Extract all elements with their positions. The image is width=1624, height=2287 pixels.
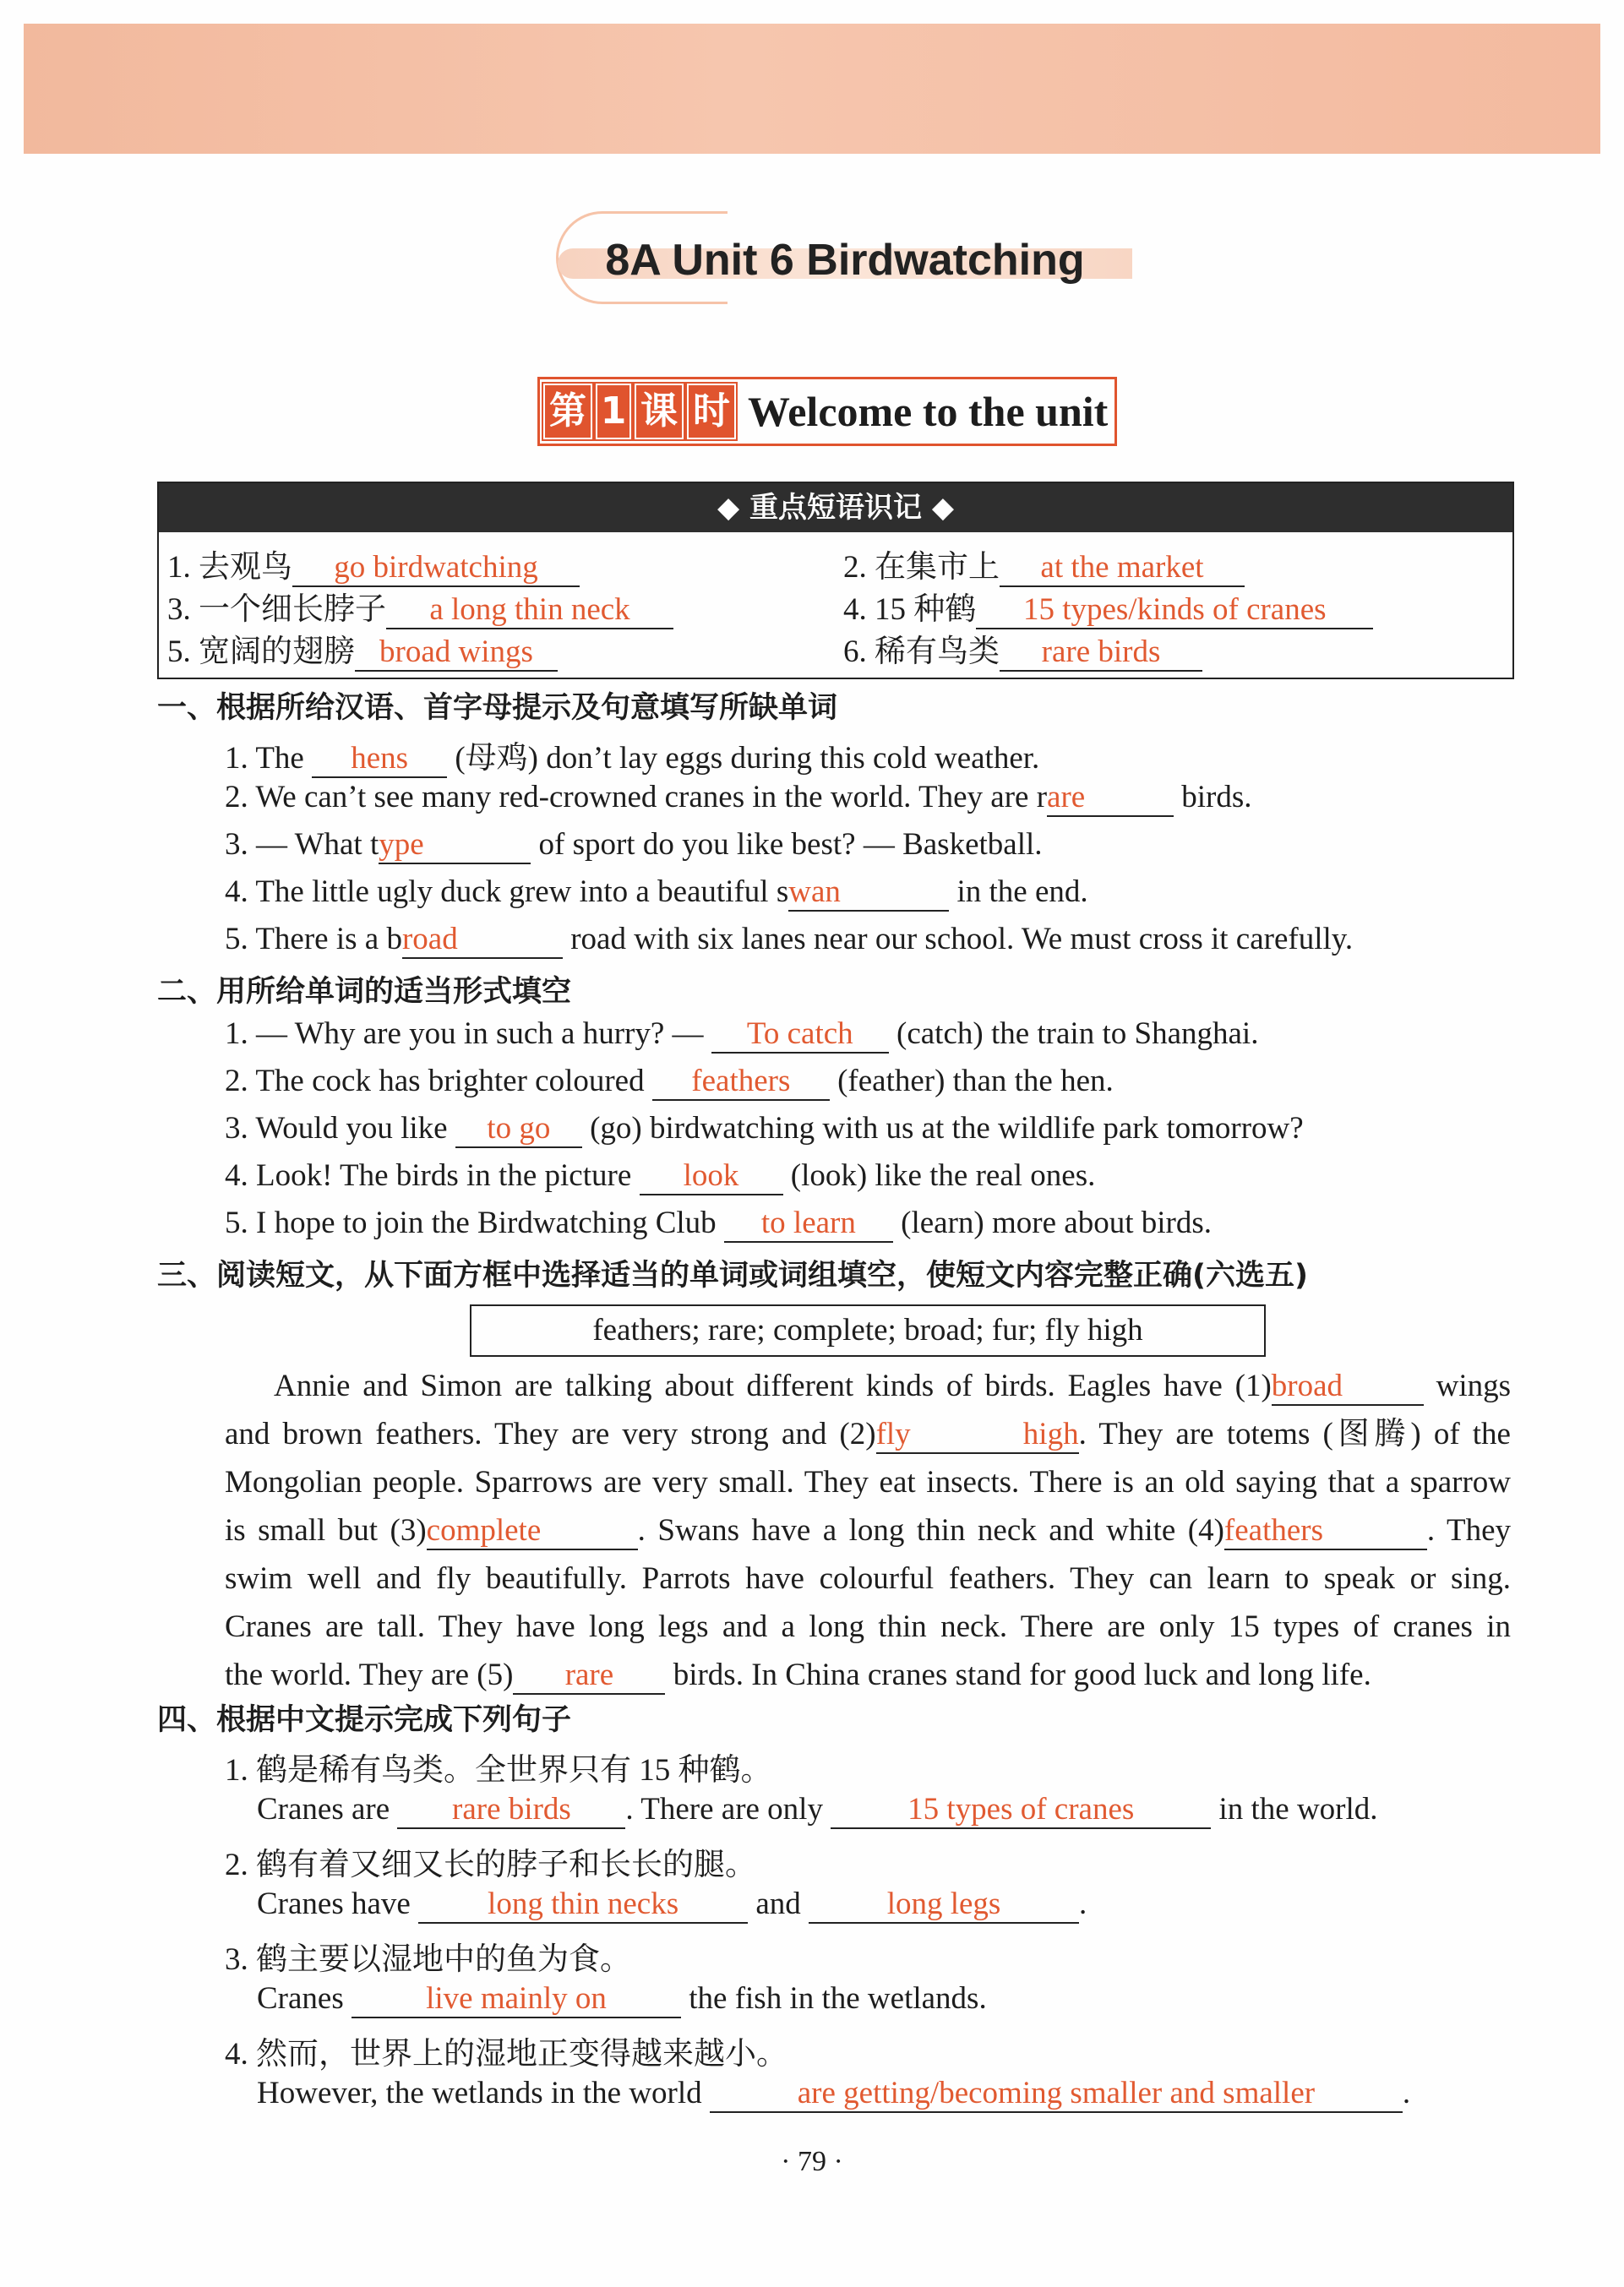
lesson-char-3: 课: [635, 384, 684, 439]
s4-q2-chinese: 2. 鹤有着又细又长的脖子和长长的腿。: [225, 1848, 756, 1882]
passage-line-1: Annie and Simon are talking about different kinds of birds. Eagles have (1)broad wings: [225, 1362, 1511, 1410]
passage-line-7: the world. They are (5) rare birds. In China cranes stand for good luck and long life.: [225, 1651, 1511, 1699]
answer: broad: [1272, 1369, 1424, 1406]
answer: long thin necks: [418, 1887, 748, 1924]
s2-q4: 4. Look! The birds in the picture look (look) like the real ones.: [225, 1157, 1095, 1195]
s4-q4: However, the wetlands in the world are getting/becoming smaller and smaller .: [257, 2075, 1410, 2113]
s1-q1: 1. The hens (母鸡) don’t lay eggs during this cold weather.: [225, 732, 1039, 778]
phrase-item: 6. 稀有鸟类 rare birds: [843, 625, 1202, 672]
s2-q2: 2. The cock has brighter coloured feathers (feather) than the hen.: [225, 1063, 1114, 1101]
unit-title: 8A Unit 6 Birdwatching: [605, 236, 1085, 285]
section-3-heading: 三、阅读短文，从下面方框中选择适当的单词或词组填空，使短文内容完整正确(六选五): [157, 1259, 1308, 1293]
lesson-char-4: 时: [687, 384, 736, 439]
s1-q4: 4. The little ugly duck grew into a beautiful swan in the end.: [225, 874, 1088, 912]
answer: to learn: [724, 1206, 893, 1243]
answer: rare birds: [397, 1793, 625, 1829]
lesson-title: Welcome to the unit: [748, 388, 1109, 435]
s4-q3-chinese: 3. 鹤主要以湿地中的鱼为食。: [225, 1942, 631, 1977]
answer: ype: [379, 828, 531, 864]
reading-passage: [225, 1362, 1511, 1699]
passage-line-4: is small but (3)complete . Swans have a long thin neck and white (4)feathers . They: [225, 1506, 1511, 1555]
section-1-heading: 一、根据所给汉语、首字母提示及句意填写所缺单词: [157, 691, 838, 725]
answer: rare birds: [1000, 635, 1202, 672]
answer: go birdwatching: [292, 551, 580, 587]
answer: live mainly on: [352, 1982, 681, 2018]
s4-q4-chinese: 4. 然而，世界上的湿地正变得越来越小。: [225, 2037, 787, 2072]
s1-q3: 3. — What type of sport do you like best? — Basketball.: [225, 826, 1043, 864]
answer: to go: [455, 1112, 582, 1148]
answer: road: [402, 923, 563, 959]
s1-q5: 5. There is a broad road with six lanes near our school. We must cross it carefully.: [225, 921, 1353, 959]
section-4-heading: 四、根据中文提示完成下列句子: [157, 1703, 572, 1737]
section-2-heading: 二、用所给单词的适当形式填空: [157, 975, 572, 1009]
answer: hens: [312, 742, 447, 778]
passage-line-2: and brown feathers. They are very strong and (2)fly high. They are totems (图腾) of the: [225, 1410, 1511, 1458]
answer: at the market: [1000, 551, 1245, 587]
lesson-char-1: 第: [543, 384, 592, 439]
answer: broad wings: [355, 635, 558, 672]
answer: 15 types/kinds of cranes: [976, 593, 1373, 629]
s1-q2: 2. We can’t see many red-crowned cranes in the world. They are rare birds.: [225, 779, 1252, 817]
s2-q3: 3. Would you like to go (go) birdwatching with us at the wildlife park tomorrow?: [225, 1110, 1304, 1148]
answer: are: [1047, 781, 1174, 817]
phrase-item: 1. 去观鸟 go birdwatching: [167, 541, 580, 587]
answer: are getting/becoming smaller and smaller: [710, 2077, 1403, 2113]
passage-line-6: Cranes are tall. They have long legs and a long thin neck. There are only 15 types of cranes in: [225, 1609, 1511, 1644]
answer: feathers: [652, 1065, 830, 1101]
phrase-item: 5. 宽阔的翅膀 broad wings: [167, 625, 558, 672]
answer: a long thin neck: [386, 593, 673, 629]
unit-title-block: [541, 206, 1149, 308]
answer: feathers: [1224, 1514, 1427, 1550]
answer: fly high: [876, 1418, 1079, 1454]
s4-q1: Cranes are rare birds . There are only 15 types of cranes in the world.: [257, 1791, 1378, 1829]
s4-q2: Cranes have long thin necks and long legs .: [257, 1886, 1087, 1924]
answer: wan: [788, 875, 949, 912]
answer: To catch: [711, 1017, 889, 1054]
phrase-item: 2. 在集市上 at the market: [843, 541, 1245, 587]
key-phrases-header: ◆ 重点短语识记 ◆: [159, 483, 1512, 532]
passage-line-5: swim well and fly beautifully. Parrots have colourful feathers. They can learn to speak or sing.: [225, 1561, 1511, 1596]
passage-line-3: Mongolian people. Sparrows are very small. They eat insects. There is an old saying that a sparrow: [225, 1465, 1511, 1500]
s4-q1-chinese: 1. 鹤是稀有鸟类。全世界只有 15 种鹤。: [225, 1753, 772, 1788]
phrase-item: 3. 一个细长脖子 a long thin neck: [167, 583, 673, 629]
s4-q3: Cranes live mainly on the fish in the wetlands.: [257, 1980, 987, 2018]
page-number: · 79 ·: [781, 2146, 843, 2177]
s2-q5: 5. I hope to join the Birdwatching Club to learn (learn) more about birds.: [225, 1205, 1212, 1243]
answer: 15 types of cranes: [831, 1793, 1211, 1829]
answer: long legs: [809, 1887, 1079, 1924]
answer: look: [640, 1159, 783, 1195]
answer: complete: [427, 1514, 638, 1550]
word-bank-box: feathers; rare; complete; broad; fur; fly high: [470, 1304, 1266, 1357]
answer: rare: [513, 1658, 665, 1695]
key-phrases-box: [157, 482, 1514, 679]
lesson-heading: [537, 377, 1117, 446]
phrase-item: 4. 15 种鹤 15 types/kinds of cranes: [843, 583, 1373, 629]
top-color-band: [24, 24, 1600, 154]
s2-q1: 1. — Why are you in such a hurry? — To catch (catch) the train to Shanghai.: [225, 1016, 1258, 1054]
lesson-char-2: 1: [596, 384, 631, 439]
